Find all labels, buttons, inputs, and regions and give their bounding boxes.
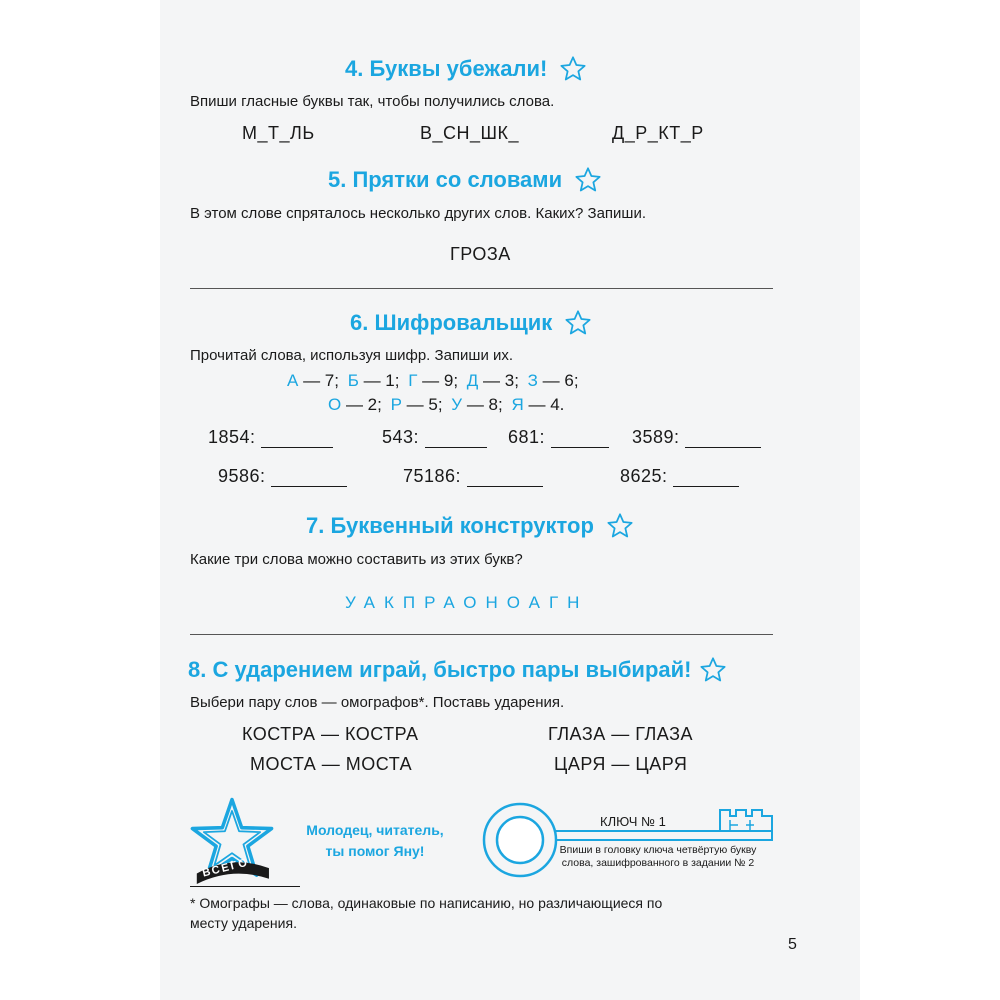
footnote-line-2: месту ударения. xyxy=(190,915,297,931)
task7-title-text: 7. Буквенный конструктор xyxy=(306,513,594,538)
cipher-row-1 xyxy=(287,371,583,391)
task4-title-text: 4. Буквы убежали! xyxy=(345,56,548,81)
cipher-item: Я — 4. xyxy=(511,395,565,414)
key-hint-line-2: слова, зашифрованного в задании № 2 xyxy=(561,857,755,869)
cipher-item: О — 2; xyxy=(328,395,382,414)
praise-line-1: Молодец, читатель, xyxy=(306,822,444,838)
code-item xyxy=(382,427,487,448)
praise-text xyxy=(286,820,464,862)
task6-title xyxy=(350,309,592,337)
task6-title-text: 6. Шифровальщик xyxy=(350,310,553,335)
footnote xyxy=(190,893,790,933)
key-illustration xyxy=(480,800,780,880)
cipher-item: З — 6; xyxy=(527,371,579,390)
task8-instruction: Выбери пару слов — омографов*. Поставь ударения. xyxy=(190,694,565,711)
task7-letters: УАКПРАОНОАГН xyxy=(345,593,589,612)
task4-word-2: В_СН_ШК_ xyxy=(420,123,520,143)
code-number: 75186: xyxy=(403,466,462,486)
key-hint-line-1: Впиши в головку ключа четвёртую букву xyxy=(559,844,757,856)
code-item xyxy=(218,466,347,487)
code-item xyxy=(620,466,739,487)
homograph-pair: МОСТА — МОСТА xyxy=(250,754,413,774)
homograph-pair: КОСТРА — КОСТРА xyxy=(242,724,419,744)
cipher-item: Д — 3; xyxy=(466,371,519,390)
key-hint xyxy=(538,844,778,870)
code-number: 3589: xyxy=(632,427,680,447)
badge-label: ВСЕГО xyxy=(201,856,251,880)
star-icon xyxy=(564,309,592,337)
task6-instruction: Прочитай слова, используя шифр. Запиши их. xyxy=(190,347,514,364)
task7-title xyxy=(306,512,634,540)
cipher-row-2 xyxy=(328,395,568,415)
cipher-item: Б — 1; xyxy=(347,371,400,390)
task5-title-text: 5. Прятки со словами xyxy=(328,167,563,192)
homograph-pair: ЦАРЯ — ЦАРЯ xyxy=(554,754,688,774)
task5-title xyxy=(328,166,602,194)
code-number: 8625: xyxy=(620,466,668,486)
cipher-item: Г — 9; xyxy=(408,371,459,390)
task8-title xyxy=(188,656,727,684)
task7-answer-line[interactable] xyxy=(190,634,773,635)
task5-word: ГРОЗА xyxy=(450,244,511,264)
key-label: КЛЮЧ № 1 xyxy=(600,814,666,829)
answer-blank[interactable] xyxy=(551,429,609,448)
answer-blank[interactable] xyxy=(425,429,487,448)
code-item xyxy=(632,427,761,448)
task4-title xyxy=(345,55,587,83)
task4-word-3: Д_Р_КТ_Р xyxy=(612,123,704,143)
task7-instruction: Какие три слова можно составить из этих букв? xyxy=(190,551,523,568)
footnote-divider xyxy=(190,886,300,887)
code-item xyxy=(208,427,333,448)
answer-blank[interactable] xyxy=(685,429,761,448)
page-number: 5 xyxy=(788,936,797,953)
homograph-pair: ГЛАЗА — ГЛАЗА xyxy=(548,724,693,744)
footnote-line-1: * Омографы — слова, одинаковые по написанию, но различающиеся по xyxy=(190,895,663,911)
answer-blank[interactable] xyxy=(673,468,739,487)
answer-blank[interactable] xyxy=(261,429,333,448)
star-icon xyxy=(699,656,727,684)
task5-answer-line[interactable] xyxy=(190,288,773,289)
praise-line-2: ты помог Яну! xyxy=(325,843,425,859)
code-number: 543: xyxy=(382,427,420,447)
cipher-item: Р — 5; xyxy=(390,395,443,414)
code-item xyxy=(508,427,609,448)
cipher-item: А — 7; xyxy=(287,371,339,390)
cipher-item: У — 8; xyxy=(451,395,503,414)
task4-word-1: М_Т_ЛЬ xyxy=(242,123,315,143)
task8-title-text: 8. С ударением играй, быстро пары выбирай! xyxy=(188,657,692,682)
answer-blank[interactable] xyxy=(467,468,543,487)
workbook-page xyxy=(160,0,860,1000)
star-icon xyxy=(559,55,587,83)
code-item xyxy=(403,466,543,487)
score-star-badge xyxy=(188,796,276,884)
star-icon xyxy=(606,512,634,540)
task5-instruction: В этом слове спряталось несколько других слов. Каких? Запиши. xyxy=(190,205,647,222)
code-number: 681: xyxy=(508,427,546,447)
code-number: 9586: xyxy=(218,466,266,486)
code-number: 1854: xyxy=(208,427,256,447)
answer-blank[interactable] xyxy=(271,468,347,487)
task4-instruction: Впиши гласные буквы так, чтобы получились слова. xyxy=(190,93,555,110)
star-icon xyxy=(574,166,602,194)
